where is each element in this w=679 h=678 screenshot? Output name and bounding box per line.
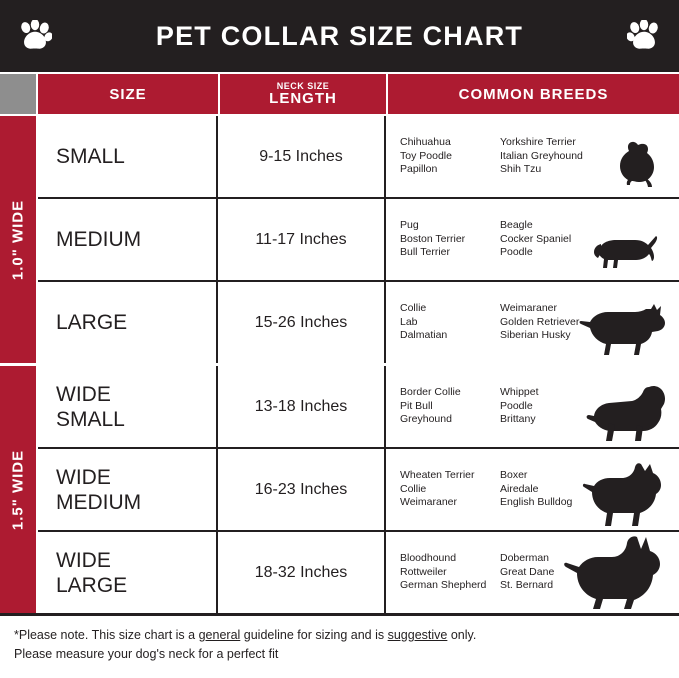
breed-item: Weimaraner: [400, 496, 457, 509]
breed-item: Bull Terrier: [400, 246, 450, 259]
row-size-line1: WIDE: [56, 465, 111, 489]
breed-item: Cocker Spaniel: [500, 232, 572, 245]
row-breeds: [386, 282, 679, 363]
row-length: 15-26 Inches: [218, 282, 386, 363]
table-row: [38, 116, 679, 199]
row-breeds: [386, 449, 679, 530]
pomeranian-silhouette: [609, 139, 671, 193]
row-size: [38, 366, 218, 447]
footer-text-a: *Please note. This size chart is a: [14, 628, 199, 642]
breed-column-1: [400, 136, 500, 177]
footer-text-c: only.: [447, 628, 477, 642]
table-row: [38, 199, 679, 282]
breed-item: Poodle: [500, 246, 533, 259]
footer-text-general: general: [198, 628, 241, 642]
row-size-line1: WIDE: [56, 548, 111, 572]
footer-note: [0, 613, 679, 664]
table-row: [38, 366, 679, 449]
breed-item: Yorkshire Terrier: [500, 136, 576, 149]
breed-item: Whippet: [500, 386, 539, 399]
row-size-line1: WIDE: [56, 382, 111, 406]
retriever-silhouette: [575, 303, 671, 359]
bulldog-silhouette: [579, 383, 671, 443]
breed-item: Dalmatian: [400, 329, 448, 342]
breed-item: Papillon: [400, 163, 438, 176]
breed-item: Border Collie: [400, 386, 461, 399]
row-size: [38, 532, 218, 613]
breed-item: Collie: [400, 482, 427, 495]
group-label-one-half-inch: [0, 366, 38, 613]
row-length: 11-17 Inches: [218, 199, 386, 280]
column-header-length: [220, 74, 388, 114]
row-length: 13-18 Inches: [218, 366, 386, 447]
breed-item: German Shepherd: [400, 579, 487, 592]
group-one-half-inch: [0, 363, 679, 613]
breed-item: Siberian Husky: [500, 329, 571, 342]
row-length: 16-23 Inches: [218, 449, 386, 530]
column-header-breeds: COMMON BREEDS: [458, 85, 609, 103]
breed-item: Beagle: [500, 219, 533, 232]
page-title: PET COLLAR SIZE CHART: [155, 20, 524, 51]
breed-item: Airedale: [500, 482, 539, 495]
breed-item: Greyhound: [400, 413, 452, 426]
breed-item: Boston Terrier: [400, 232, 466, 245]
row-size-line2: SMALL: [56, 407, 125, 431]
column-header-size: SIZE: [38, 74, 220, 114]
column-header-length-label: LENGTH: [269, 89, 337, 107]
breed-item: Collie: [400, 302, 427, 315]
breed-item: English Bulldog: [500, 496, 573, 509]
row-size: LARGE: [38, 282, 218, 363]
breed-item: Great Dane: [500, 565, 555, 578]
boxer-silhouette: [575, 462, 671, 526]
paw-print-icon: [18, 20, 52, 52]
breed-column-1: [400, 469, 500, 510]
breed-item: Poodle: [500, 399, 533, 412]
corner-cell: [0, 74, 38, 114]
row-size-line2: LARGE: [56, 573, 128, 597]
breed-item: Shih Tzu: [500, 163, 542, 176]
row-size: [38, 449, 218, 530]
doberman-silhouette: [559, 535, 671, 609]
breed-column-2: [500, 136, 610, 177]
row-length: 9-15 Inches: [218, 116, 386, 197]
breed-column-1: [400, 219, 500, 260]
breed-item: Toy Poodle: [400, 149, 452, 162]
table-row: [38, 532, 679, 613]
row-breeds: [386, 116, 679, 197]
breed-column-1: [400, 302, 500, 343]
table-row: [38, 449, 679, 532]
breed-item: Lab: [400, 315, 418, 328]
row-length: 18-32 Inches: [218, 532, 386, 613]
breed-item: Doberman: [500, 552, 550, 565]
breed-item: Brittany: [500, 413, 536, 426]
row-size: MEDIUM: [38, 199, 218, 280]
chart-header: [0, 0, 679, 72]
footer-line-2: Please measure your dog's neck for a perfect fit: [14, 647, 279, 661]
footer-text-suggestive: suggestive: [387, 628, 448, 642]
footer-line-1: [14, 626, 665, 645]
row-breeds: [386, 199, 679, 280]
table-row: [38, 282, 679, 363]
group-one-inch: [0, 116, 679, 363]
beagle-silhouette: [585, 228, 671, 276]
column-header-row: [0, 72, 679, 116]
breed-item: Boxer: [500, 469, 528, 482]
row-breeds: [386, 366, 679, 447]
breed-item: Wheaten Terrier: [400, 469, 475, 482]
breed-item: Pit Bull: [400, 399, 433, 412]
breed-item: Italian Greyhound: [500, 149, 583, 162]
breed-item: Bloodhound: [400, 552, 457, 565]
breed-column-1: [400, 386, 500, 427]
column-header-neck-size: NECK SIZE: [276, 80, 330, 91]
breed-item: Pug: [400, 219, 419, 232]
row-size-line2: MEDIUM: [56, 490, 142, 514]
breed-item: Golden Retriever: [500, 315, 580, 328]
breed-column-1: [400, 552, 500, 593]
breed-item: St. Bernard: [500, 579, 554, 592]
row-breeds: [386, 532, 679, 613]
breed-item: Chihuahua: [400, 136, 451, 149]
row-size: SMALL: [38, 116, 218, 197]
breed-item: Weimaraner: [500, 302, 557, 315]
paw-print-icon: [627, 20, 661, 52]
group-label-one-inch: [0, 116, 38, 363]
group-label-text: 1.0" WIDE: [9, 199, 27, 280]
group-label-text: 1.5" WIDE: [9, 449, 27, 530]
footer-text-b: guideline for sizing and is: [240, 628, 388, 642]
breed-item: Rottweiler: [400, 565, 447, 578]
